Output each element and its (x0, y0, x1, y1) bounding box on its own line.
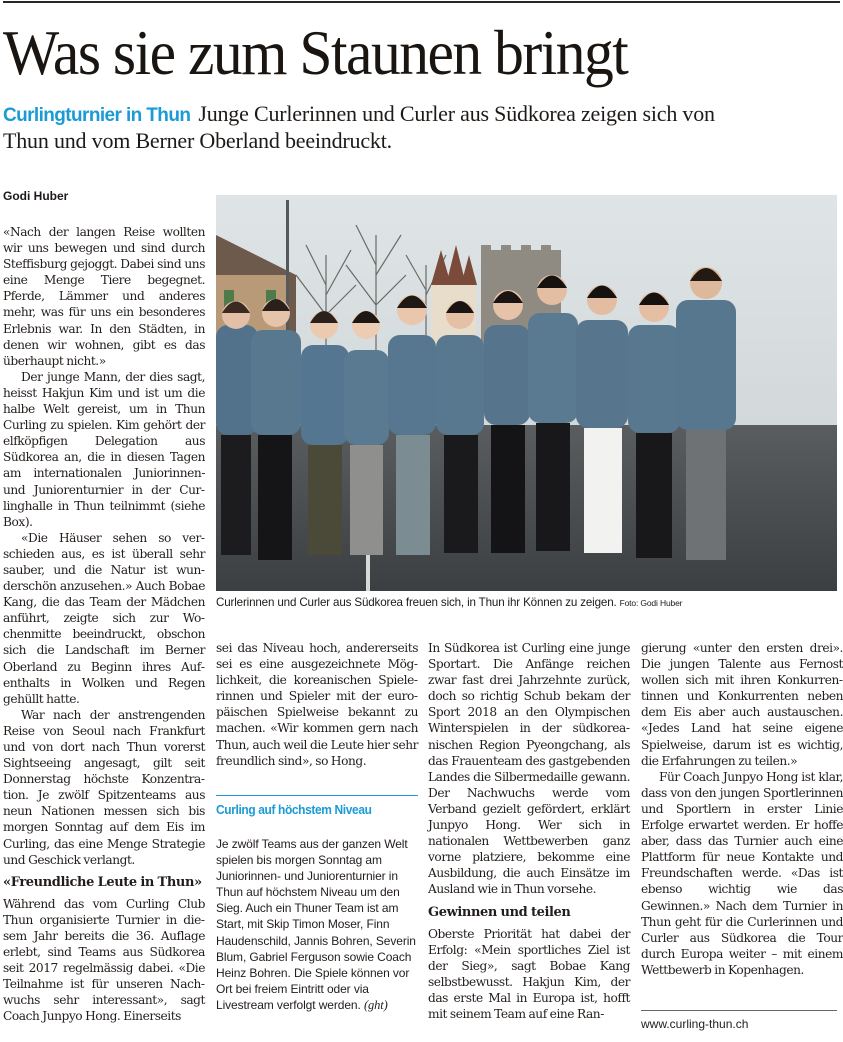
article-photo (216, 195, 837, 591)
lead-paragraph (3, 101, 763, 153)
lead-text: Junge Curlerinnen und Curler aus Südkorea zeigen sich von Thun und vom Berner Oberland beeindruckt. (3, 101, 715, 153)
author-tag: (ght) (363, 997, 388, 1012)
photo-credit: Foto: Godi Huber (619, 598, 683, 608)
top-rule (3, 1, 840, 3)
column-4 (641, 640, 843, 978)
body-paragraph: gierung «unter den ersten drei». Die jungen Talente aus Fernost wollen sich mit ihren Konkurrentinnen und Konkurrenten neben dem Eis aber auch austauschen. «Jedes Land hat seine eigene Spielweise, darum ist es wichtig, die Erfahrungen zu teilen.» (641, 641, 843, 768)
team-photo-illustration (216, 195, 837, 591)
caption-text: Curlerinnen und Curler aus Südkorea freuen sich, in Thun ihr Können zu zeigen. (216, 596, 617, 609)
body-paragraph: «Die Häuser sehen so verschieden aus, es ist überall sehr sauber, und die Natur ist wunderschön anzusehen.» Auch Bobae Kang, die das Team der Mädchen anführt, zeigte sich zur Wochenmitte beeindruckt, obschon sich die Landschaft im Berner Oberland zu Beginn ihres Aufenthalts in Wolken und Regen gehüllt hatte. (3, 530, 205, 706)
column-3 (428, 640, 630, 1022)
info-box-body: Je zwölf Teams aus der ganzen Welt spielen bis morgen Sonntag am Juniorinnen- und Juniorenturnier in Thun auf höchstem Niveau um den Sieg. Auch ein Thuner Team ist am Start, mit Skip Timon Moser, Finn Haudenschild, Jannis Bohren, Severin Blum, Gabriel Ferguson sowie Coach Heinz Bohren. Die Spiele können vor Ort bei freiem Eintritt oder via Livestream verfolgt werden. (216, 837, 416, 1012)
body-paragraph: War nach der anstrengenden Reise von Seoul nach Frankfurt und von dort nach Thun vorerst Sightseeing angesagt, gilt seit Donnerstag höchste Konzentration. Je zwölf Spitzenteams aus neun Nationen messen sich bis morgen Sonntag auf dem Eis im Curling, das eine Menge Strategie und Geschick verlangt. (3, 707, 205, 867)
info-box-title: Curling auf höchstem Niveau (216, 802, 372, 817)
body-paragraph: «Nach der langen Reise wollten wir uns bewegen und sind durch Steffisburg gejoggt. Dabei sind uns eine Menge Tiere begegnet. Pferde, Lämmer und anderes mehr, was für uns ein besonderes Erlebnis war. In den Städten, in denen wir wohnen, gibt es das überhaupt nicht.» (3, 225, 205, 368)
photo-caption (216, 596, 841, 609)
body-paragraph: Während das vom Curling Club Thun organisierte Turnier in diesem Jahr bereits die 36. Auflage erlebt, sind Teams aus Südkorea seit 2017 regelmässig dabei. «Die Teilnahme ist für unseren Nachwuchs sehr interessant», sagt Coach Junpyo Hong. Einerseits (3, 896, 205, 1024)
column-2 (216, 640, 418, 769)
headline: Was sie zum Staunen bringt (3, 17, 628, 88)
body-paragraph: Für Coach Junpyo Hong ist klar, dass von den jungen Sportlerinnen und Sportlern in erster Linie Erfolge erwartet werden. Er hoffe aber, dass das Turnier auch eine Plattform für neue Kontakte und Freundschaften werde. «Das ist ebenso wichtig wie das Gewinnen.» Nach dem Turnier in Thun geht für die Curlerinnen und Curler aus Südkorea die Tour durch Europa weiter – mit einem Wettbewerb in Kopenhagen. (641, 769, 843, 977)
info-box-rule (216, 795, 418, 796)
info-box-text (216, 836, 422, 1013)
subheading: «Freundliche Leute in Thun» (3, 874, 202, 890)
link-rule (641, 1010, 837, 1011)
subheading: Gewinnen und teilen (428, 904, 571, 920)
body-paragraph: Der junge Mann, der dies sagt, heisst Hakjun Kim und ist um die halbe Welt gereist, um in Thun Curling zu spielen. Kim gehört der elfköpfigen Delegation aus Südkorea an, die in diesen Tagen am internationalen Juniorinnen- und Juniorenturnier in der Curlinghalle in Thun teilnimmt (siehe Box). (3, 369, 205, 529)
person (301, 311, 349, 555)
body-paragraph: Oberste Priorität hat dabei der Erfolg: «Mein sportliches Ziel ist der Sieg», sagt Bobae Kang selbstbewusst. Hakjun Kim, der das erste Mal in Europa ist, hofft mit seinem Team auf eine Ran- (428, 926, 630, 1021)
column-1 (3, 224, 205, 1025)
body-paragraph: sei das Niveau hoch, andererseits sei es eine ausgezeichnete Möglichkeit, die koreanischen Spielerinnen und Spieler mit der europäischen Spielweise bekannt zu machen. «Wir kommen gern nach Thun, auch weil die Leute hier sehr freundlich sind», so Hong. (216, 641, 418, 768)
body-paragraph: In Südkorea ist Curling eine junge Sportart. Die Anfänge reichen zwar fast drei Jahrzehnte zurück, doch so richtig Schub bekam der Sport 2018 an den Olympischen Winterspielen in der südkoreanischen Region Pyeongchang, als das Frauenteam des gastgebenden Landes die Silbermedaille gewann. Der Nachwuchs werde vom Verband gezielt gefördert, erklärt Junpyo Hong. Wer sich in nationalen Wettbewerben ganz vorne platziere, bekomme eine Ausbildung, die auch Einsätze im Ausland wie in Thun vorsehe. (428, 641, 630, 897)
website-link[interactable]: www.curling-thun.ch (641, 1017, 749, 1031)
kicker: Curlingturnier in Thun (3, 105, 191, 126)
byline: Godi Huber (3, 189, 69, 203)
